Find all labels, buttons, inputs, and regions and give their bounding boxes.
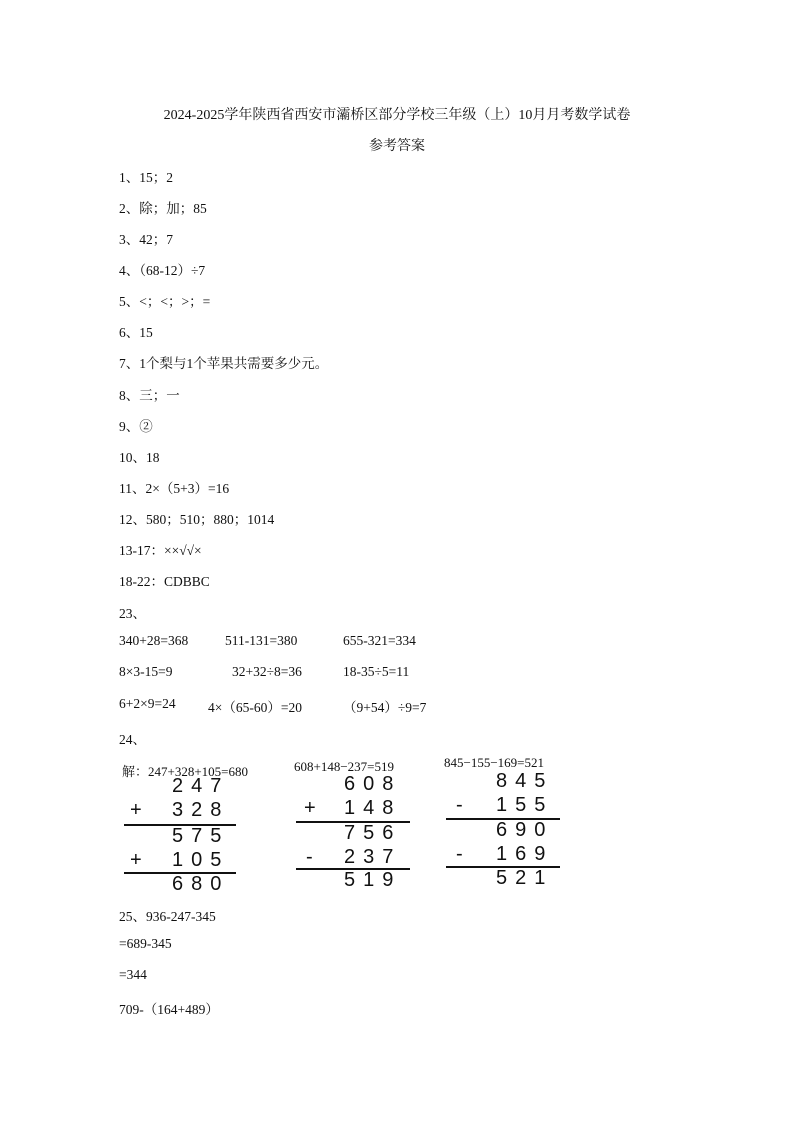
answer-18-22: 18-22：CDBBC [119,574,210,589]
answer-23-label: 23、 [119,606,146,621]
vertical-calc-row: 845 [496,770,554,792]
vertical-calc-row: 169 [496,843,554,865]
vertical-calc-operator: - [456,794,463,816]
answer-2: 2、除；加；85 [119,201,207,216]
vertical-calc-row: 575 [172,825,230,847]
answer-7: 7、1个梨与1个苹果共需要多少元。 [119,356,329,371]
vertical-calc-row: 237 [344,846,402,868]
vertical-calc-row: 608 [344,773,402,795]
vertical-calc-header: 608+148−237=519 [294,759,394,774]
answer-6: 6、15 [119,325,153,340]
vertical-calc-header: 解：247+328+105=680 [122,764,248,779]
vertical-calc-row: 680 [172,873,230,895]
q23-r1-c1: 340+28=368 [119,633,189,648]
answer-9: 9、② [119,419,153,434]
answer-25-line-4: 709-（164+489） [119,1002,219,1017]
vertical-calc-row: 690 [496,819,554,841]
vertical-calc-row: 247 [172,775,230,797]
vertical-calc-row: 756 [344,822,402,844]
answer-3: 3、42；7 [119,232,173,247]
q23-r2-c3: 18-35÷5=11 [343,664,410,679]
q23-r3-c2: 4×（65-60）=20 [208,700,302,715]
answer-5: 5、<；<；>；= [119,294,211,309]
vertical-calc-operator: - [456,843,463,865]
vertical-calc-row: 519 [344,869,402,891]
vertical-calc-operator: + [304,797,316,819]
vertical-calc-operator: + [130,799,142,821]
answer-25-line-1: 25、936-247-345 [119,909,216,924]
answer-11: 11、2×（5+3）=16 [119,481,230,496]
vertical-calc-row: 148 [344,797,402,819]
page-title: 2024-2025学年陕西省西安市灞桥区部分学校三年级（上）10月月考数学试卷 [163,108,631,123]
answer-24-label: 24、 [119,732,146,747]
answer-13-17: 13-17：××√√× [119,543,202,558]
page-subtitle: 参考答案 [369,139,425,154]
vertical-calc-header: 845−155−169=521 [444,755,544,770]
vertical-calc-row: 155 [496,794,554,816]
answer-12: 12、580；510；880；1014 [119,512,275,527]
answer-25-line-3: =344 [119,967,147,982]
answer-8: 8、三；一 [119,388,180,403]
vertical-calc-operator: - [306,846,313,868]
vertical-calc-operator: + [130,849,142,871]
q23-r2-c1: 8×3-15=9 [119,664,173,679]
q23-r1-c2: 511-131=380 [225,633,298,648]
q23-r1-c3: 655-321=334 [343,633,416,648]
answer-25-line-2: =689-345 [119,936,172,951]
answer-10: 10、18 [119,450,160,465]
answer-4: 4、（68-12）÷7 [119,263,206,278]
vertical-calc-row: 328 [172,799,230,821]
answer-1: 1、15；2 [119,170,173,185]
q23-r2-c2: 32+32÷8=36 [232,664,302,679]
q23-r3-c3: （9+54）÷9=7 [343,700,427,715]
vertical-calc-row: 521 [496,867,554,889]
q23-r3-c1: 6+2×9=24 [119,696,176,711]
vertical-calc-row: 105 [172,849,230,871]
